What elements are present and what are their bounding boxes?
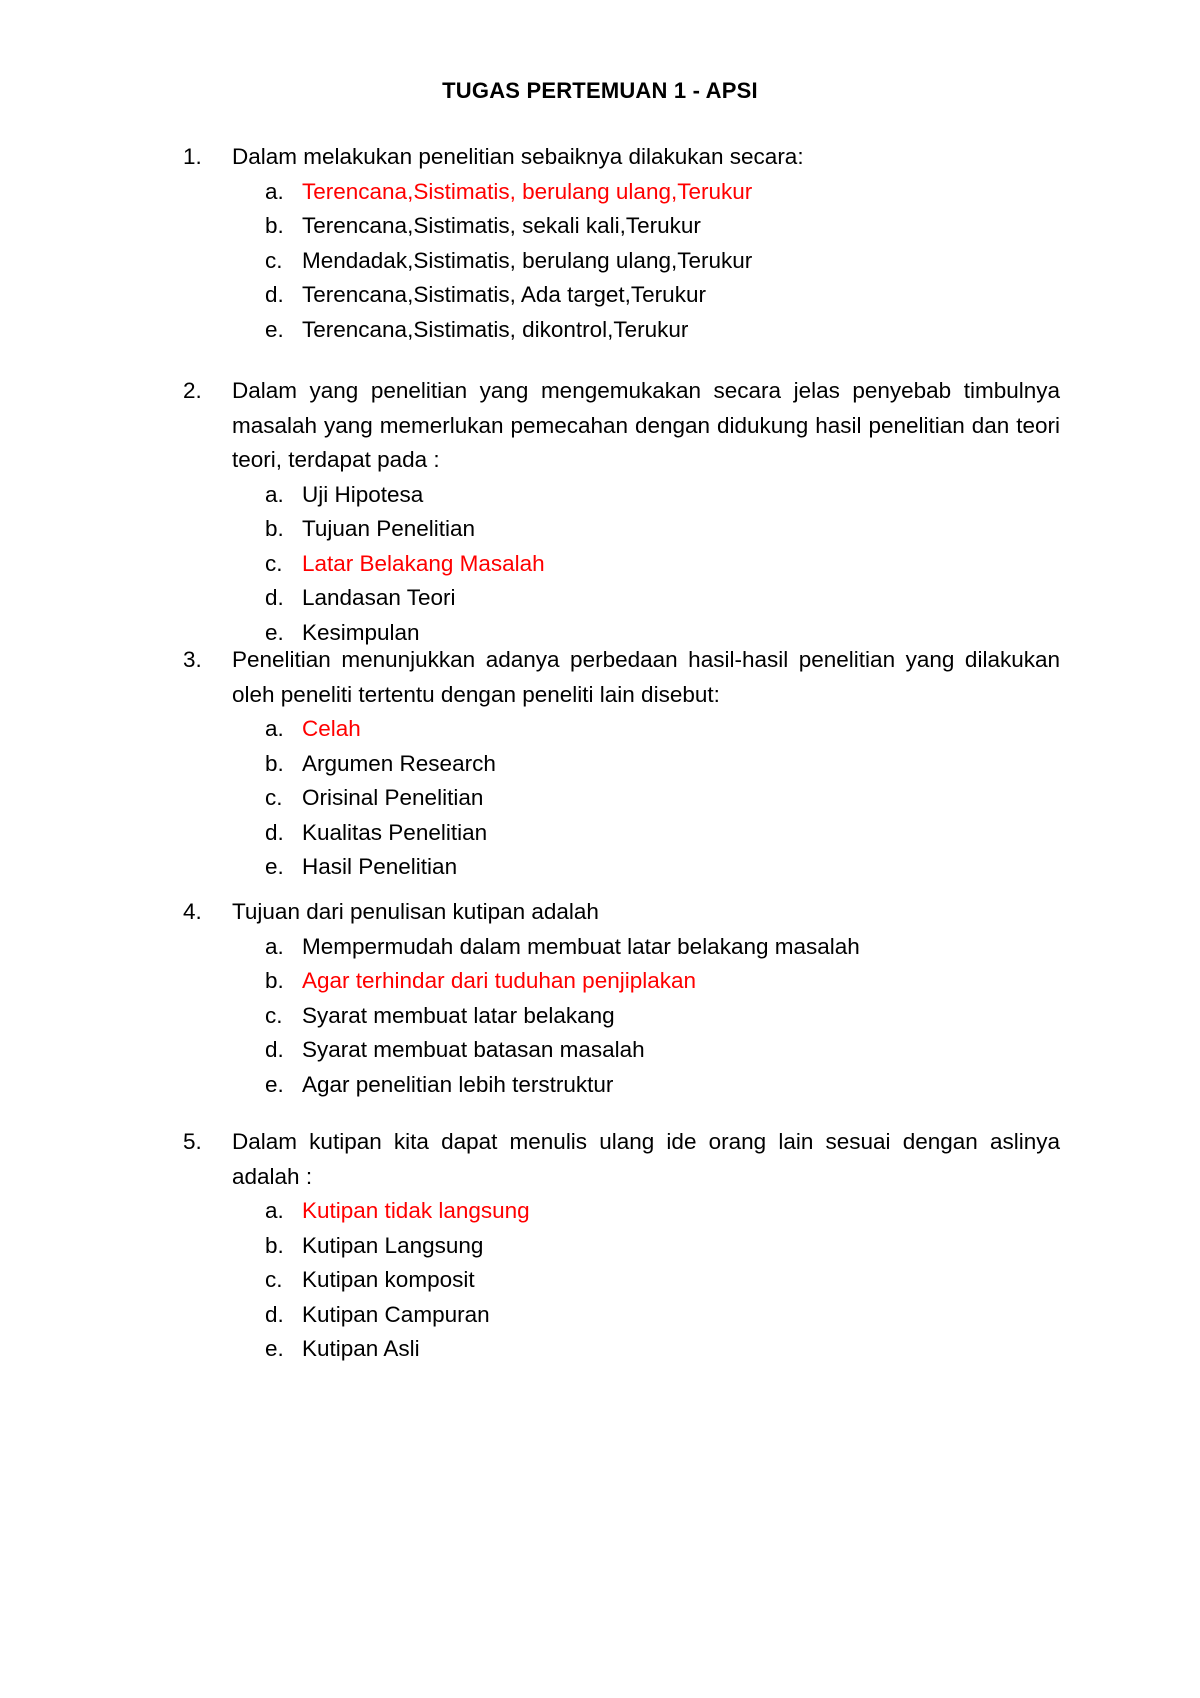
question-text: Dalam yang penelitian yang mengemukakan secara jelas penyebab timbulnya masalah yang memerlukan pemecahan dengan didukung hasil penelitian dan teori teori, terdapat pada : (232, 378, 1060, 472)
option-text: Syarat membuat latar belakang (302, 1002, 615, 1028)
option-item (0, 581, 1200, 616)
option-letter: c. (265, 1267, 283, 1292)
question-4 (0, 895, 1200, 1102)
option-letter: d. (265, 585, 284, 610)
option-item (0, 1298, 1200, 1333)
option-text: Orisinal Penelitian (302, 785, 484, 810)
options-list (0, 478, 1200, 651)
option-letter: a. (265, 178, 284, 204)
option-letter: b. (265, 968, 284, 993)
option-letter: c. (265, 550, 283, 576)
option-text: Terencana,Sistimatis, Ada target,Terukur (302, 282, 706, 307)
question-2 (0, 374, 1200, 650)
option-item (0, 747, 1200, 782)
option-text: Syarat membuat batasan masalah (302, 1037, 645, 1062)
question-number: 2. (183, 378, 202, 403)
option-item (0, 313, 1200, 348)
option-item (0, 244, 1200, 279)
option-letter: a. (265, 716, 284, 741)
option-text: Hasil Penelitian (302, 854, 458, 879)
option-item (0, 1033, 1200, 1068)
option-letter: c. (265, 785, 283, 810)
option-letter: a. (265, 481, 284, 507)
option-letter: e. (265, 619, 284, 645)
question-text: Dalam kutipan kita dapat menulis ulang ide orang lain sesuai dengan aslinya adalah : (232, 1129, 1060, 1189)
option-letter: d. (265, 282, 284, 307)
option-item (0, 1332, 1200, 1367)
option-item (0, 964, 1200, 999)
option-letter: e. (265, 854, 284, 879)
option-text: Argumen Research (302, 750, 496, 776)
option-item (0, 1229, 1200, 1264)
option-letter: c. (265, 1002, 283, 1028)
question-number: 5. (183, 1129, 202, 1154)
option-item (0, 175, 1200, 210)
option-text: Mempermudah dalam membuat latar belakang masalah (302, 933, 860, 959)
option-letter: d. (265, 1037, 284, 1062)
option-text: Mendadak,Sistimatis, berulang ulang,Terukur (302, 247, 753, 273)
option-text: Terencana,Sistimatis, berulang ulang,Terukur (302, 178, 753, 204)
option-text: Tujuan Penelitian (302, 516, 476, 541)
question-text: Penelitian menunjukkan adanya perbedaan hasil-hasil penelitian yang dilakukan oleh peneliti tertentu dengan peneliti lain disebut: (232, 647, 1060, 707)
option-text: Kutipan Langsung (302, 1232, 484, 1258)
option-letter: e. (265, 1336, 284, 1361)
question-text: Tujuan dari penulisan kutipan adalah (232, 899, 599, 924)
question-3 (0, 643, 1200, 885)
option-letter: d. (265, 819, 284, 845)
option-letter: e. (265, 1071, 284, 1097)
option-letter: b. (265, 750, 284, 776)
option-letter: a. (265, 933, 284, 959)
option-item (0, 712, 1200, 747)
option-letter: e. (265, 316, 284, 342)
option-text: Terencana,Sistimatis, dikontrol,Terukur (302, 316, 689, 342)
option-item (0, 547, 1200, 582)
option-text: Kutipan Asli (302, 1336, 420, 1361)
document-title: TUGAS PERTEMUAN 1 - APSI (442, 78, 758, 103)
question-1 (0, 140, 1200, 347)
options-list (0, 1194, 1200, 1367)
question-number: 1. (183, 144, 202, 169)
option-item (0, 781, 1200, 816)
option-letter: b. (265, 1232, 284, 1258)
option-text: Celah (302, 716, 361, 741)
option-item (0, 999, 1200, 1034)
option-item (0, 1263, 1200, 1298)
question-number: 4. (183, 899, 202, 924)
option-letter: b. (265, 516, 284, 541)
option-item (0, 850, 1200, 885)
option-text: Terencana,Sistimatis, sekali kali,Terukur (302, 213, 701, 238)
option-text: Kesimpulan (302, 619, 420, 645)
option-letter: c. (265, 247, 283, 273)
option-item (0, 1194, 1200, 1229)
question-text: Dalam melakukan penelitian sebaiknya dilakukan secara: (232, 144, 804, 169)
option-text: Kualitas Penelitian (302, 819, 488, 845)
option-text: Landasan Teori (302, 585, 456, 610)
option-text: Agar terhindar dari tuduhan penjiplakan (302, 968, 697, 993)
option-item (0, 930, 1200, 965)
option-text: Agar penelitian lebih terstruktur (302, 1071, 614, 1097)
option-text: Latar Belakang Masalah (302, 550, 545, 576)
options-list (0, 712, 1200, 885)
options-list (0, 930, 1200, 1103)
question-number: 3. (183, 647, 202, 672)
option-text: Kutipan komposit (302, 1267, 475, 1292)
options-list (0, 175, 1200, 348)
option-text: Kutipan tidak langsung (302, 1198, 530, 1223)
option-item (0, 1068, 1200, 1103)
option-letter: d. (265, 1301, 284, 1327)
option-item (0, 478, 1200, 513)
option-text: Kutipan Campuran (302, 1301, 490, 1327)
option-text: Uji Hipotesa (302, 481, 424, 507)
option-item (0, 278, 1200, 313)
question-5 (0, 1125, 1200, 1367)
option-letter: b. (265, 213, 284, 238)
option-item (0, 816, 1200, 851)
option-letter: a. (265, 1198, 284, 1223)
option-item (0, 209, 1200, 244)
option-item (0, 512, 1200, 547)
